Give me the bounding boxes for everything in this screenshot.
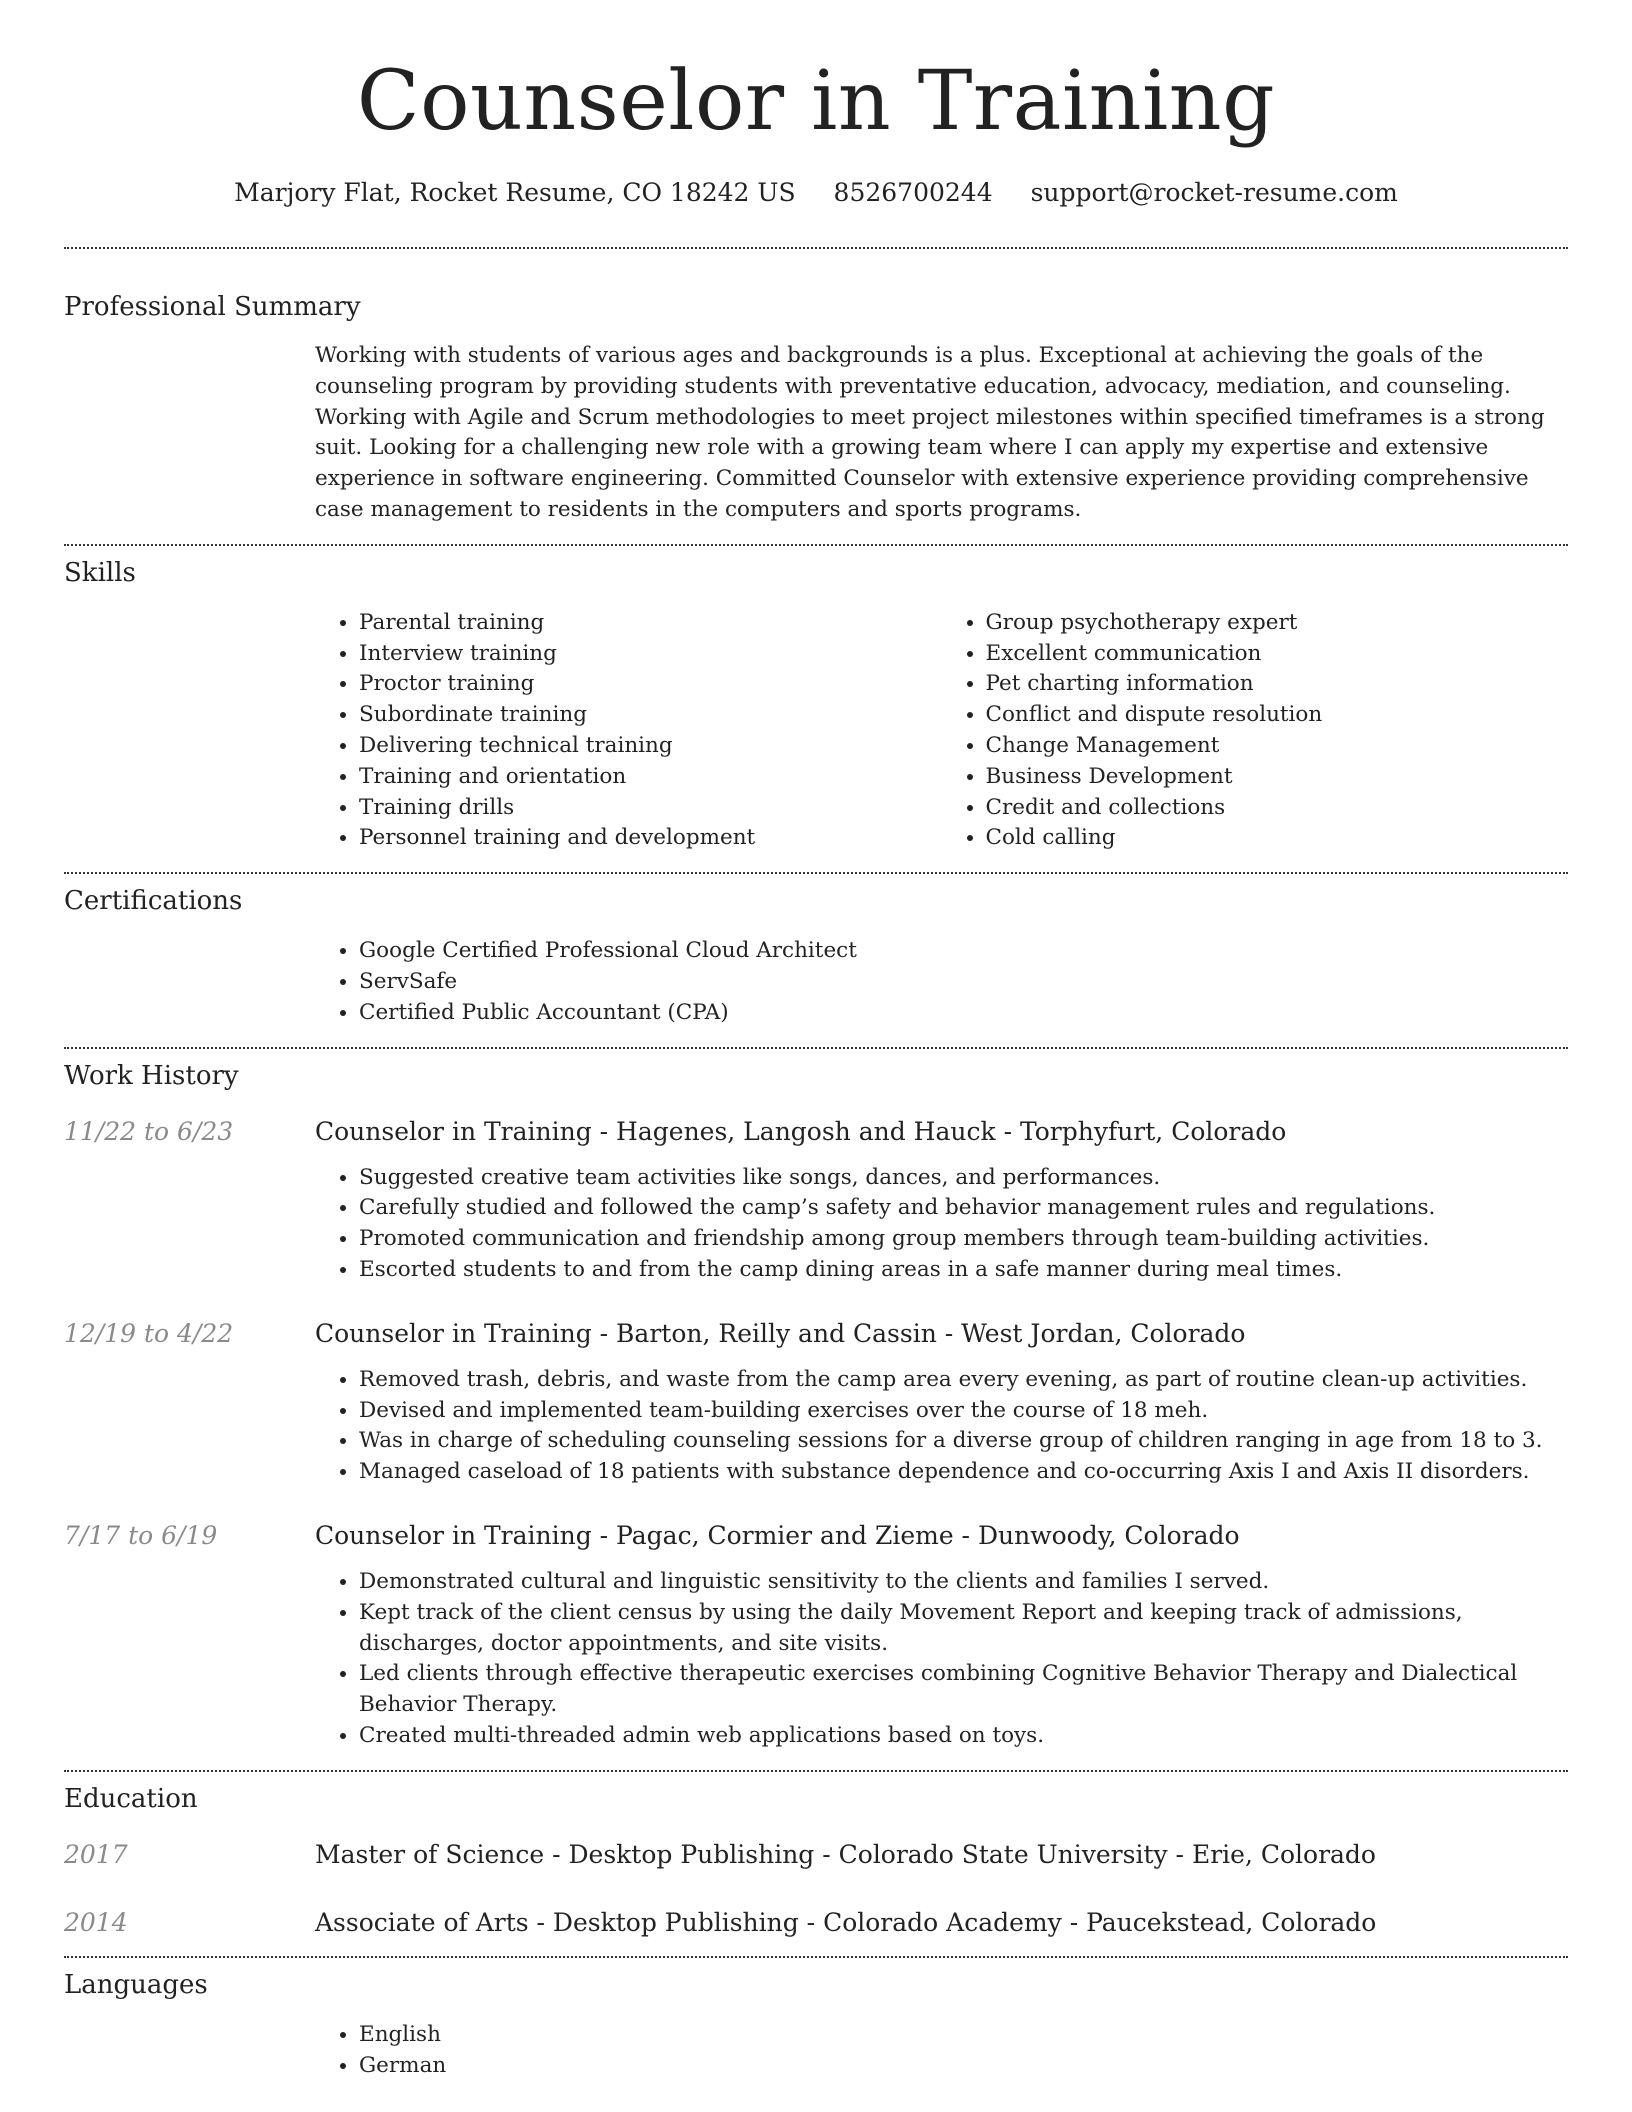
summary-text: Working with students of various ages and backgrounds is a plus. Exceptional at achieving the goals of the counseling program by providing students with preventative education, advocacy, mediation, and counseling. Working with Agile and Scrum methodologies to meet project milestones within specified timeframes is a strong suit. Looking for a challenging new role with a growing team where I can apply my expertise and extensive experience in software engineering. Committed Counselor with extensive experience providing comprehensive case management to residents in the computers and sports programs.	[315, 343, 1545, 522]
resume-name: Counselor in Training	[356, 54, 1276, 149]
job-body	[315, 1365, 1568, 1488]
certification-item: • Certified Public Accountant (CPA)	[359, 998, 1568, 1029]
skill-item: • Proctor training	[359, 669, 942, 700]
job-heading: Counselor in Training - Barton, Reilly and Cassin - West Jordan, Colorado	[315, 1318, 1246, 1348]
section-divider	[64, 544, 1568, 546]
certifications-body	[315, 936, 1568, 1028]
summary-body	[315, 341, 1568, 526]
skills-section	[64, 555, 1568, 854]
job-entry	[64, 1317, 1568, 1488]
job-header	[64, 1519, 1568, 1553]
job-bullet: • Managed caseload of 18 patients with substance dependence and co-occurring Axis I and Axis II disorders.	[359, 1457, 1568, 1488]
job-dates: 11/22 to 6/23	[64, 1116, 234, 1146]
contact-email: support@rocket-resume.com	[1030, 178, 1398, 207]
job-header	[64, 1317, 1568, 1351]
job-bullet: • Demonstrated cultural and linguistic sensitivity to the clients and families I served.	[359, 1567, 1568, 1598]
skill-item: • Parental training	[359, 608, 942, 639]
skill-item: • Pet charting information	[986, 669, 1569, 700]
education-year: 2014	[64, 1907, 128, 1937]
job-body	[315, 1163, 1568, 1286]
skill-item: • Training and orientation	[359, 762, 942, 793]
section-title-education: Education	[64, 1783, 198, 1814]
section-title-skills: Skills	[64, 557, 136, 588]
skill-item: • Training drills	[359, 793, 942, 824]
languages-body	[315, 2020, 1568, 2082]
job-bullet: • Kept track of the client census by using the daily Movement Report and keeping track of admissions, discharges, doctor appointments, and site visits.	[359, 1598, 1568, 1660]
job-header	[64, 1115, 1568, 1149]
job-heading: Counselor in Training - Pagac, Cormier and Zieme - Dunwoody, Colorado	[315, 1520, 1240, 1550]
job-bullet: • Devised and implemented team-building exercises over the course of 18 meh.	[359, 1396, 1568, 1427]
job-bullet: • Suggested creative team activities like songs, dances, and performances.	[359, 1163, 1568, 1194]
job-body	[315, 1567, 1568, 1752]
language-item: • English	[359, 2020, 1568, 2051]
section-divider	[64, 247, 1568, 249]
certification-item: • ServSafe	[359, 967, 1568, 998]
job-dates: 7/17 to 6/19	[64, 1520, 218, 1550]
contact-address: Marjory Flat, Rocket Resume, CO 18242 US	[234, 178, 796, 207]
job-bullets	[315, 1163, 1568, 1286]
section-title-work-history: Work History	[64, 1060, 239, 1091]
certifications-list	[315, 936, 1568, 1028]
education-section	[64, 1781, 1568, 1940]
section-divider	[64, 1770, 1568, 1772]
job-bullets	[315, 1567, 1568, 1752]
job-entry	[64, 1115, 1568, 1286]
skill-item: • Group psychotherapy expert	[986, 608, 1569, 639]
job-bullet: • Removed trash, debris, and waste from the camp area every evening, as part of routine clean-up activities.	[359, 1365, 1568, 1396]
section-divider	[64, 1047, 1568, 1049]
job-bullet: • Led clients through effective therapeutic exercises combining Cognitive Behavior Therapy and Dialectical Behavior Therapy.	[359, 1659, 1568, 1721]
skills-grid	[315, 608, 1568, 854]
job-bullet: • Carefully studied and followed the camp’s safety and behavior management rules and regulations.	[359, 1193, 1568, 1224]
languages-list	[315, 2020, 1568, 2082]
job-bullet: • Escorted students to and from the camp dining areas in a safe manner during meal times.	[359, 1255, 1568, 1286]
language-item: • German	[359, 2051, 1568, 2082]
languages-section	[64, 1967, 1568, 2082]
skills-list-left	[315, 608, 942, 854]
contact-phone: 8526700244	[833, 178, 993, 207]
skill-item: • Change Management	[986, 731, 1569, 762]
skill-item: • Business Development	[986, 762, 1569, 793]
education-entry	[64, 1906, 1568, 1940]
work-history-section	[64, 1058, 1568, 1752]
education-heading: Associate of Arts - Desktop Publishing - Colorado Academy - Paucekstead, Colorado	[315, 1907, 1377, 1937]
job-entry	[64, 1519, 1568, 1752]
section-title-summary: Professional Summary	[64, 292, 361, 322]
job-bullet: • Was in charge of scheduling counseling sessions for a diverse group of children ranging in age from 18 to 3.	[359, 1426, 1568, 1457]
education-year: 2017	[64, 1839, 128, 1869]
skill-item: • Credit and collections	[986, 793, 1569, 824]
skill-item: • Delivering technical training	[359, 731, 942, 762]
job-bullet: • Promoted communication and friendship among group members through team-building activities.	[359, 1224, 1568, 1255]
section-divider	[64, 872, 1568, 874]
skills-list-right	[942, 608, 1569, 854]
skill-item: • Subordinate training	[359, 700, 942, 731]
section-title-certifications: Certifications	[64, 886, 243, 917]
certification-item: • Google Certified Professional Cloud Architect	[359, 936, 1568, 967]
skill-item: • Interview training	[359, 639, 942, 670]
certifications-section	[64, 883, 1568, 1028]
section-divider	[64, 1956, 1568, 1958]
section-title-languages: Languages	[64, 1969, 208, 2000]
skill-item: • Personnel training and development	[359, 823, 942, 854]
education-entry	[64, 1838, 1568, 1872]
skill-item: • Excellent communication	[986, 639, 1569, 670]
skill-item: • Conflict and dispute resolution	[986, 700, 1569, 731]
contact-line	[64, 176, 1568, 210]
education-heading: Master of Science - Desktop Publishing - Colorado State University - Erie, Colorado	[315, 1839, 1376, 1869]
job-dates: 12/19 to 4/22	[64, 1318, 234, 1348]
job-bullets	[315, 1365, 1568, 1488]
summary-section	[64, 289, 1568, 526]
job-heading: Counselor in Training - Hagenes, Langosh and Hauck - Torphyfurt, Colorado	[315, 1116, 1287, 1146]
job-bullet: • Created multi-threaded admin web applications based on toys.	[359, 1721, 1568, 1752]
skill-item: • Cold calling	[986, 823, 1569, 854]
